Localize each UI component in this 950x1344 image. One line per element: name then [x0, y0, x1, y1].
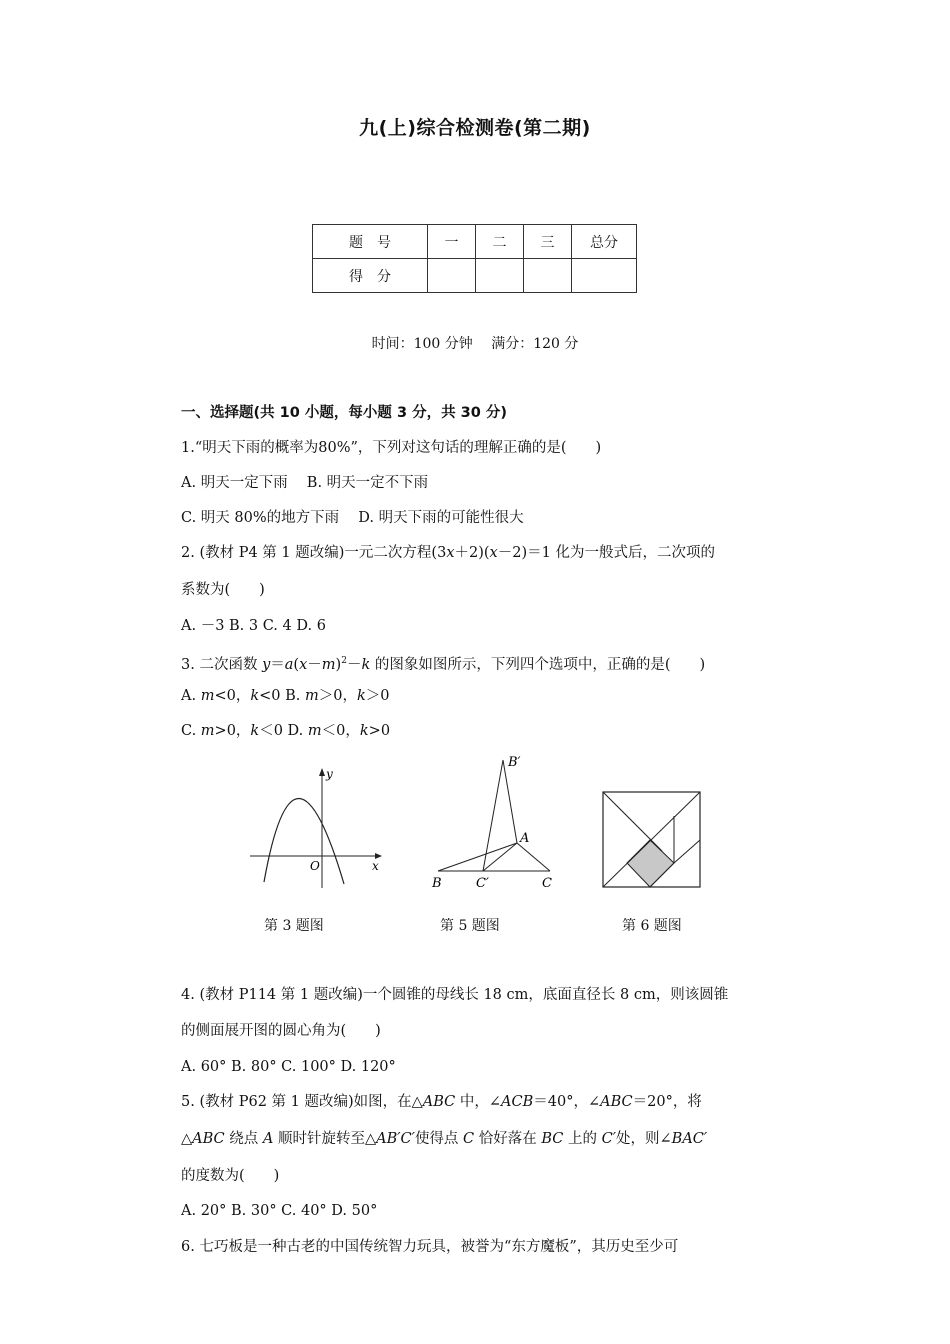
table-cell: 总分	[572, 225, 637, 259]
table-cell: 二	[476, 225, 524, 259]
table-cell: 得 分	[313, 259, 428, 293]
segment-CpA	[483, 843, 517, 871]
q1-options-cd: C. 明天 80%的地方下雨 D. 明天下雨的可能性很大	[181, 510, 524, 526]
label-B: B	[432, 876, 442, 891]
q6-stem: 6. 七巧板是一种古老的中国传统智力玩具，被誉为“东方魔板”，其历史至少可	[181, 1239, 679, 1255]
figure-5-triangles	[426, 750, 562, 892]
q4-stem-cont: 的侧面展开图的圆心角为( )	[181, 1023, 381, 1039]
page-title: 九(上)综合检测卷(第二期)	[359, 117, 591, 139]
table-cell	[524, 259, 572, 293]
table-cell: 题 号	[313, 225, 428, 259]
section-title: 一、选择题(共 10 小题，每小题 3 分，共 30 分)	[181, 405, 507, 421]
table-cell	[428, 259, 476, 293]
origin-label: O	[310, 859, 320, 873]
tangram-shaded-square	[627, 840, 674, 887]
tangram-line	[603, 792, 662, 851]
figure-3-parabola	[244, 764, 386, 894]
table-cell: 一	[428, 225, 476, 259]
segment-AC	[517, 843, 550, 871]
exam-info: 时间：100 分钟 满分：120 分	[371, 336, 579, 352]
segment-CpBp	[483, 760, 503, 871]
label-C-prime: C′	[476, 876, 489, 891]
table-row	[313, 259, 637, 293]
q3-stem: 3. 二次函数 $y=a(x-m)^2-k$ 的图象如图所示，下列四个选项中，正确的是( )	[181, 656, 706, 673]
table-cell	[476, 259, 524, 293]
q4-stem: 4. (教材 P114 第 1 题改编)一个圆锥的母线长 18 cm，底面直径长 8 cm，则该圆锥	[181, 987, 729, 1003]
figure-6-caption: 第 6 题图	[622, 918, 682, 934]
segment-BpA	[503, 760, 517, 843]
tangram-line	[674, 840, 700, 863]
q2-stem: 2. (教材 P4 第 1 题改编)一元二次方程(3x＋2)(x－2)＝1 化为一般式后，二次项的	[181, 545, 715, 561]
q1-options-ab: A. 明天一定下雨 B. 明天一定不下雨	[181, 475, 429, 491]
label-A: A	[520, 831, 530, 846]
q5-stem: 5. (教材 P62 第 1 题改编)如图，在△ABC 中，∠ACB＝40°，∠ABC＝20°，将	[181, 1094, 702, 1110]
q1-stem: 1.“明天下雨的概率为80%”，下列对这句话的理解正确的是( )	[181, 440, 602, 456]
q4-options: A. 60° B. 80° C. 100° D. 120°	[181, 1059, 396, 1075]
table-cell	[572, 259, 637, 293]
y-label: y	[326, 767, 333, 781]
y-axis-arrow	[319, 768, 325, 776]
x-label: x	[372, 859, 379, 873]
figure-3-caption: 第 3 题图	[264, 918, 324, 934]
q3-options-ab: A. m<0，k<0 B. m＞0，k＞0	[181, 688, 390, 704]
source-note: (教材 P4 第 1 题改编)	[199, 545, 345, 561]
table-row	[313, 225, 637, 259]
parabola-curve	[264, 798, 344, 884]
figure-5-caption: 第 5 题图	[440, 918, 500, 934]
q3-options-cd: C. m>0，k＜0 D. m＜0，k>0	[181, 723, 391, 739]
score-table	[312, 224, 637, 293]
q5-stem-end: 的度数为( )	[181, 1168, 280, 1184]
table-cell: 三	[524, 225, 572, 259]
figure-6-tangram	[601, 790, 703, 890]
q2-stem-cont: 系数为( )	[181, 582, 265, 598]
segment-BA	[438, 843, 517, 871]
label-C: C	[542, 876, 552, 891]
q2-options: A. －3 B. 3 C. 4 D. 6	[181, 618, 326, 634]
label-B-prime: B′	[508, 755, 521, 770]
q5-options: A. 20° B. 30° C. 40° D. 50°	[181, 1203, 378, 1219]
q5-stem-cont: △ABC 绕点 A 顺时针旋转至△AB′C′使得点 C 恰好落在 BC 上的 C′处，则∠BAC′	[181, 1131, 708, 1147]
